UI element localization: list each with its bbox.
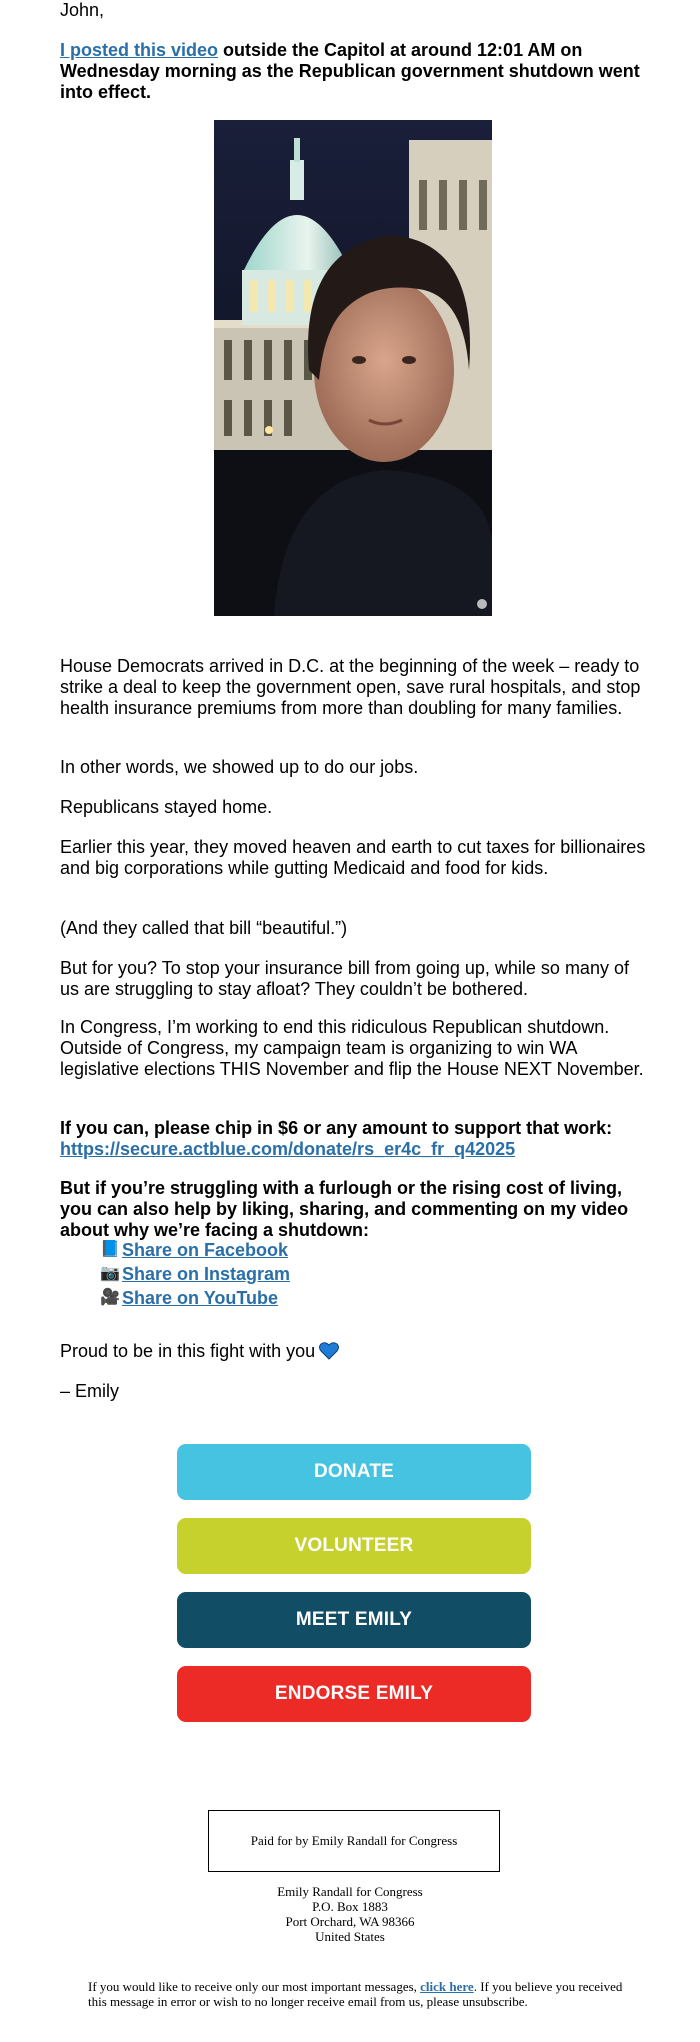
paragraph-in-congress: In Congress, I’m working to end this ridiculous Republican shutdown. Outside of Congress, my campaign team is organizing to win WA legislative elections THIS November and flip the House NEXT November. <box>60 1017 644 1079</box>
address-line: P.O. Box 1883 <box>312 1899 388 1914</box>
video-still-image <box>214 120 492 616</box>
fineprint-before: If you would like to receive only our most important messages, <box>88 1979 421 1994</box>
volunteer-button[interactable]: VOLUNTEER <box>177 1518 531 1574</box>
paragraph-republicans-home: Republicans stayed home. <box>60 797 273 817</box>
signature: – Emily <box>60 1381 120 1401</box>
share-youtube-item <box>100 1286 290 1310</box>
meet-emily-button[interactable]: MEET EMILY <box>177 1592 531 1648</box>
greeting: John, <box>60 0 105 20</box>
donate-button[interactable]: DONATE <box>177 1444 531 1500</box>
book-icon: 📘 <box>100 1241 120 1258</box>
capitol-video-thumbnail[interactable] <box>214 120 492 616</box>
endorse-emily-button[interactable]: ENDORSE EMILY <box>177 1666 531 1722</box>
paragraph-democrats-arrived: House Democrats arrived in D.C. at the beginning of the week – ready to strike a deal to keep the government open, save rural hospitals, and stop health insurance premiums from more than doubling for many families. <box>60 656 641 718</box>
share-links <box>100 1238 290 1310</box>
proud-line <box>60 1341 650 1365</box>
video-link[interactable]: I posted this video <box>60 40 219 60</box>
address-line: United States <box>315 1929 385 1944</box>
important-messages-link[interactable]: click here <box>420 1979 474 1994</box>
share-facebook-item <box>100 1238 290 1262</box>
paid-for-disclaimer: Paid for by Emily Randall for Congress <box>208 1810 500 1872</box>
address-line: Emily Randall for Congress <box>277 1884 423 1899</box>
paragraph-earlier-this-year: Earlier this year, they moved heaven and earth to cut taxes for billionaires and big corporations while gutting Medicaid and food for kids. <box>60 837 646 878</box>
lead-text: outside the Capitol at around 12:01 AM on Wednesday morning as the Republican government shutdown went into effect. <box>60 40 640 102</box>
fineprint-after: . If you believe you received this message in error or wish to no longer receive email from us, please unsubscribe. <box>88 1979 623 2009</box>
paragraph-couldnt-be-bothered: But for you? To stop your insurance bill from going up, while so many of us are struggling to stay afloat? They couldn’t be bothered. <box>60 958 629 999</box>
paragraph-beautiful-bill: (And they called that bill “beautiful.”) <box>60 918 348 938</box>
heart-icon <box>319 1342 339 1365</box>
proud-text: Proud to be in this fight with you <box>60 1341 316 1361</box>
struggling-paragraph: But if you’re struggling with a furlough or the rising cost of living, you can also help by liking, sharing, and commenting on my video about why we’re facing a shutdown: <box>60 1178 629 1240</box>
chip-in-text: If you can, please chip in $6 or any amount to support that work: <box>60 1118 613 1138</box>
subscription-fineprint <box>88 1979 628 2009</box>
share-instagram-item <box>100 1262 290 1286</box>
share-youtube-link[interactable]: Share on YouTube <box>122 1288 279 1308</box>
film-camera-icon: 🎥 <box>100 1289 120 1306</box>
paragraph-showed-up: In other words, we showed up to do our jobs. <box>60 757 419 777</box>
camera-icon: 📷 <box>100 1265 120 1282</box>
chip-in-paragraph <box>60 1118 650 1160</box>
share-instagram-link[interactable]: Share on Instagram <box>122 1264 291 1284</box>
mailing-address <box>0 1884 700 1944</box>
share-facebook-link[interactable]: Share on Facebook <box>122 1240 289 1260</box>
actblue-donate-link[interactable]: https://secure.actblue.com/donate/rs_er4c_fr_q42025 <box>60 1139 516 1159</box>
address-line: Port Orchard, WA 98366 <box>285 1914 415 1929</box>
lead-paragraph <box>60 40 650 103</box>
